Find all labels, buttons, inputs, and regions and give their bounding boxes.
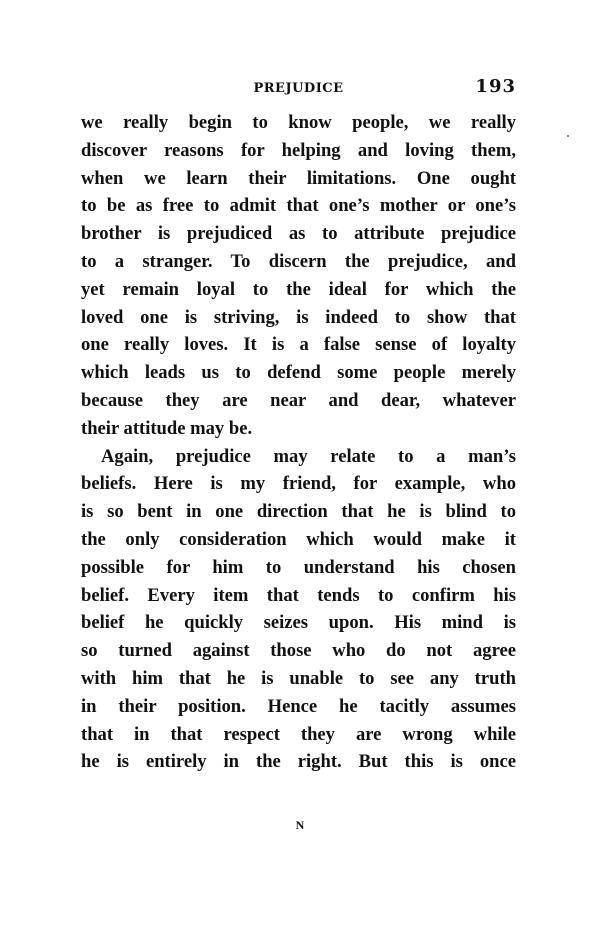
paragraph xyxy=(81,443,516,777)
text-line: that in that respect they are wrong while xyxy=(81,723,516,745)
paragraph xyxy=(81,109,516,443)
text-line: in their position. Hence he tacitly assumes xyxy=(81,695,516,717)
text-line: to be as free to admit that one’s mother or one’s xyxy=(81,195,516,217)
text-line: with him that he is unable to see any truth xyxy=(81,667,516,689)
text-line: belief. Every item that tends to confirm his xyxy=(81,584,516,606)
text-line: yet remain loyal to the ideal for which the xyxy=(81,278,516,300)
text-line: so turned against those who do not agree xyxy=(81,640,516,662)
text-line: one really loves. It is a false sense of loyalty xyxy=(81,334,516,356)
text-line: which leads us to defend some people merely xyxy=(81,362,516,384)
page-body xyxy=(81,109,516,776)
text-line: discover reasons for helping and loving them, xyxy=(81,139,516,161)
text-line: belief he quickly seizes upon. His mind is xyxy=(81,612,516,634)
signature-mark: N xyxy=(295,818,305,832)
scan-speck xyxy=(567,135,569,137)
running-title: PREJUDICE xyxy=(253,81,344,96)
page-number: 193 xyxy=(475,76,516,97)
text-line: their attitude may be. xyxy=(81,417,253,439)
text-line: because they are near and dear, whatever xyxy=(81,389,516,411)
text-line: when we learn their limitations. One ought xyxy=(81,167,516,189)
text-line: is so bent in one direction that he is blind to xyxy=(81,501,516,523)
text-line: we really begin to know people, we really xyxy=(81,112,516,133)
text-line: beliefs. Here is my friend, for example, who xyxy=(81,473,516,495)
text-line: Again, prejudice may relate to a man’s xyxy=(101,445,516,467)
text-line: brother is prejudiced as to attribute prejudice xyxy=(81,223,516,245)
text-line: loved one is striving, is indeed to show that xyxy=(81,306,516,328)
text-line: he is entirely in the right. But this is once xyxy=(81,751,516,773)
page-header xyxy=(81,76,516,100)
text-line: to a stranger. To discern the prejudice, and xyxy=(81,250,516,272)
text-line: possible for him to understand his chosen xyxy=(81,556,516,578)
text-line: the only consideration which would make it xyxy=(81,528,516,550)
